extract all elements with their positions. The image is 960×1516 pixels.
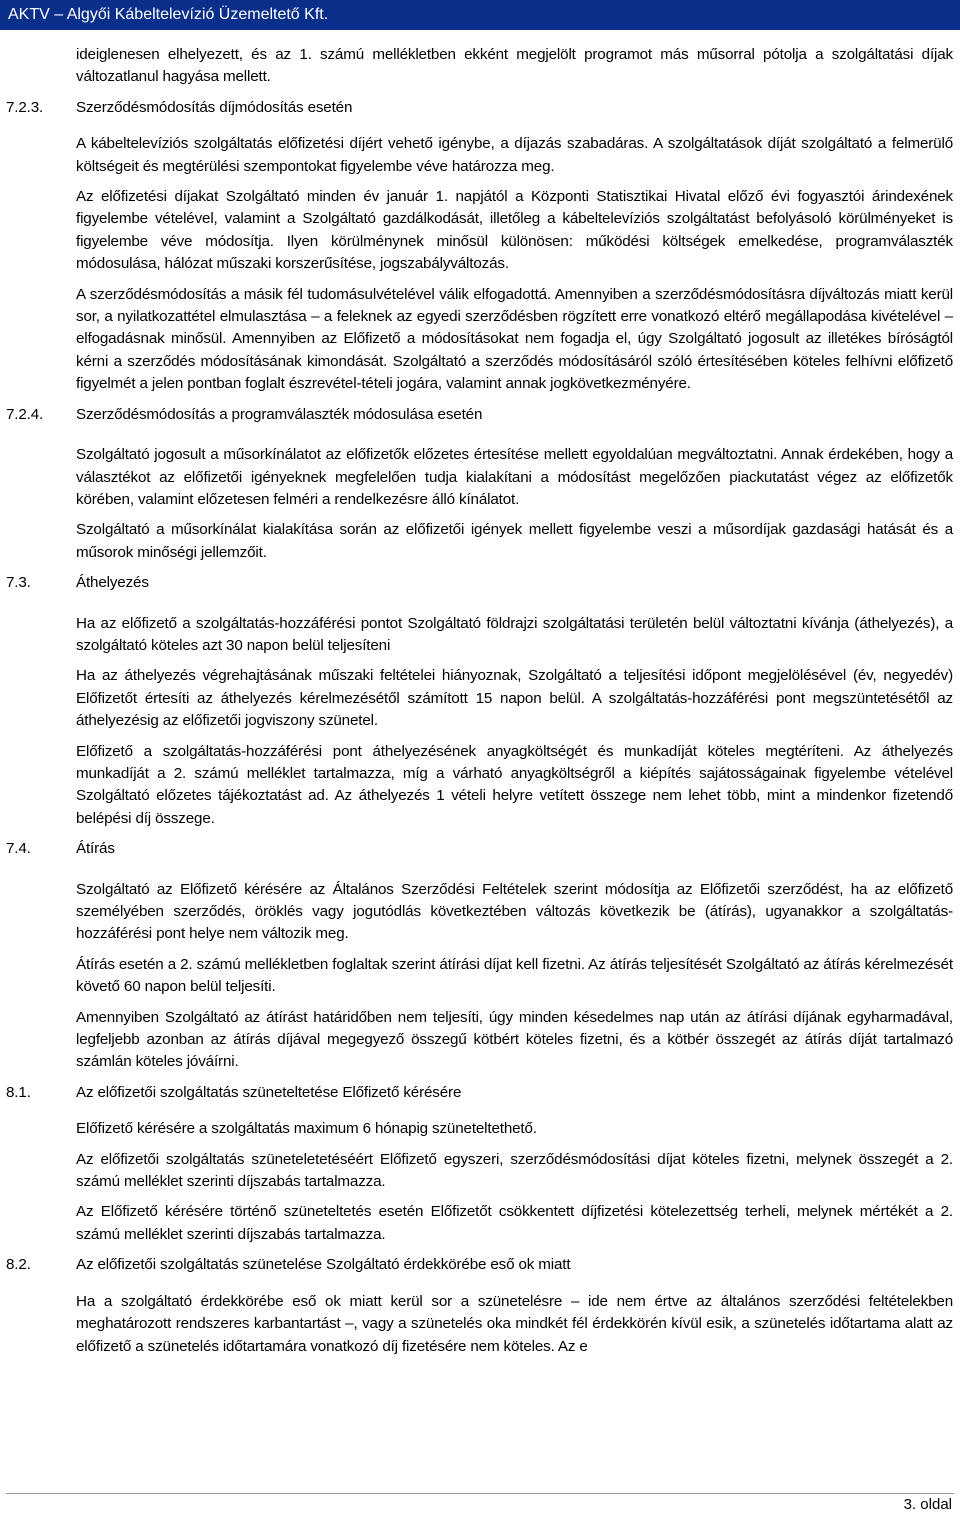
page-number: 3. oldal — [903, 1496, 952, 1513]
header-title: AKTV – Algyői Kábeltelevízió Üzemeltető Kft. — [8, 6, 329, 23]
paragraph: Ha az áthelyezés végrehajtásának műszaki feltételei hiányoznak, Szolgáltató a teljesítési időpont megjelölésével (év, negyedév) Előfizetőt értesíti az áthelyezés kérelmezésétől számított 15 napon belül. A szolgáltatás-hozzáférési pont megszüntetésétől az áthelyezésig az előfizetői jogviszony szünetel. — [76, 667, 953, 730]
section-number: 7.2.3. — [6, 98, 44, 116]
paragraph: Szolgáltató az Előfizető kérésére az Általános Szerződési Feltételek szerint módosítja az Előfizetői szerződést, ha az előfizető személyében szerződés, öröklés vagy jogutódlás következtében változás következik be (átírás), ugyanakkor a szolgáltatás-hozzáférési pont helye nem változik meg. — [76, 880, 953, 943]
section-heading-8-1 — [6, 1082, 953, 1104]
paragraph: Előfizető kérésére a szolgáltatás maximum 6 hónapig szüneteltethető. — [76, 1120, 537, 1138]
section-number: 7.4. — [6, 840, 31, 858]
paragraph: Előfizető a szolgáltatás-hozzáférési pont áthelyezésének anyagköltségét és munkadíját köteles megtéríteni. Az áthelyezés munkadíját a 2. számú melléklet tartalmazza, míg a várható anyagköltségről a kiépítés sajátosságainak figyelembe vételével Szolgáltató előzetes tájékoztatást ad. Az áthelyezés 1 vételi helyre vetített összege nem lehet több, mint a mindenkor fizetendő belépési díj összege. — [76, 742, 953, 827]
paragraph: Az Előfizető kérésére történő szüneteltetés esetén Előfizetőt csökkentett díjfizetési kötelezettség terheli, melynek mértékét a 2. számú melléklet szerinti díjszabás tartalmazza. — [76, 1203, 953, 1243]
section-number: 8.2. — [6, 1256, 31, 1274]
paragraph: Ha az előfizető a szolgáltatás-hozzáférési pontot Szolgáltató földrajzi szolgáltatási területén belül változtatni kívánja (áthelyezés), a szolgáltató köteles azt 30 napon belül teljesíteni — [76, 614, 953, 654]
paragraph: A szerződésmódosítás a másik fél tudomásulvételével válik elfogadottá. Amennyiben a szerződésmódosításra díjváltozás miatt kerül sor, a nyilatkozattétel elmulasztása – a feleknek az egyedi szerződésben rögzített erre vonatkozó eltérő megállapodása kivételével – elfogadásnak minősül. Amennyiben az Előfizető a módosításokat nem fogadja el, úgy Szolgáltató jogosult az illetékes bíróságtól kérni a szerződés módosításának kimondását. Szolgáltató a szerződés módosításáról szóló értesítésében köteles felhívni előfizető figyelmét a jelen pontban foglalt észrevétel-tételi jogára, valamint annak jogkövetkezményére. — [76, 285, 953, 393]
section-heading-8-2 — [6, 1254, 953, 1276]
paragraph: Az előfizetési díjakat Szolgáltató minden év január 1. napjától a Központi Statisztikai Hivatal előző évi fogyasztói árindexének figyelembe vételével, valamint a Szolgáltató gazdálkodását, illetőleg a kábeltelevíziós szolgáltatást befolyásoló körülményeket is figyelembe véve módosítja. Ilyen körülménynek minősül különösen: működési költségek emelkedése, programválaszték módosulása, hálózat műszaki korszerűsítése, jogszabályváltozás. — [76, 188, 953, 273]
section-title: Az előfizetői szolgáltatás szüneteltetése Előfizető kérésére — [76, 1083, 462, 1101]
section-heading-7-2-3 — [6, 97, 953, 119]
paragraph: A kábeltelevíziós szolgáltatás előfizetési díjért vehető igénybe, a díjazás szabadáras. A szolgáltatások díját szolgáltató a felmerülő költségeit és megtérülési szempontokat figyelembe véve határozza meg. — [76, 135, 953, 175]
paragraph: Szolgáltató a műsorkínálat kialakítása során az előfizetői igények mellett figyelembe veszi a műsordíjak gazdasági hatását és a műsorok minőségi jellemzőit. — [76, 521, 953, 561]
section-heading-7-4 — [6, 838, 953, 860]
document-body — [0, 44, 960, 1358]
section-number: 7.2.4. — [6, 405, 44, 423]
paragraph: Szolgáltató jogosult a műsorkínálatot az előfizetők előzetes értesítése mellett egyoldalúan megváltoztatni. Annak érdekében, hogy a választékot az előfizetői igényeknek megfelelően tudja kialakítani a módosítást megelőzően piackutatást végez az előfizetők körében, valamint előzetesen felméri a rendelkezésre álló kínálatot. — [76, 446, 953, 508]
section-title: Átírás — [76, 840, 115, 858]
section-number: 7.3. — [6, 574, 31, 592]
document-header — [0, 0, 960, 30]
section-title: Szerződésmódosítás a programválaszték módosulása esetén — [76, 405, 483, 423]
section-heading-7-3 — [6, 572, 953, 594]
paragraph: Átírás esetén a 2. számú mellékletben foglaltak szerint átírási díjat kell fizetni. Az átírás teljesítését Szolgáltató az átírás kérelmezését követő 60 napon belül teljesíti. — [76, 955, 953, 996]
paragraph: ideiglenesen elhelyezett, és az 1. számú mellékletben ekként megjelölt programot más műsorral pótolja a szolgáltatási díjak változatlanul hagyása mellett. — [76, 46, 953, 86]
section-title: Áthelyezés — [76, 574, 149, 592]
paragraph: Az előfizetői szolgáltatás szüneteletetéséért Előfizető egyszeri, szerződésmódosítási díjat köteles fizetni, melynek összegét a 2. számú melléklet szerinti díjszabás tartalmazza. — [76, 1150, 953, 1191]
section-number: 8.1. — [6, 1083, 31, 1101]
paragraph: Amennyiben Szolgáltató az átírást határidőben nem teljesíti, úgy minden késedelmes nap után az átírási díjának egyharmadával, legfeljebb azonban az átírás díjával megegyező összegű kötbért köteles fizetni, és a kötbér összegét az átírás díját tartalmazó számlán köteles jóváírni. — [76, 1008, 953, 1071]
section-title: Szerződésmódosítás díjmódosítás esetén — [76, 98, 353, 116]
section-title: Az előfizetői szolgáltatás szünetelése Szolgáltató érdekkörébe eső ok miatt — [76, 1256, 571, 1274]
paragraph: Ha a szolgáltató érdekkörébe eső ok miatt kerül sor a szünetelésre – ide nem értve az általános szerződési feltételekben meghatározott rendszeres karbantartást –, vagy a szünetelés oka mindkét fél érdekkörén kívül esik, a szünetelés időtartama alatt az előfizető a szünetelés időtartamára vonatkozó díj fizetésére nem köteles. Az e — [76, 1292, 953, 1355]
footer-divider — [6, 1493, 954, 1494]
section-heading-7-2-4 — [6, 404, 953, 426]
